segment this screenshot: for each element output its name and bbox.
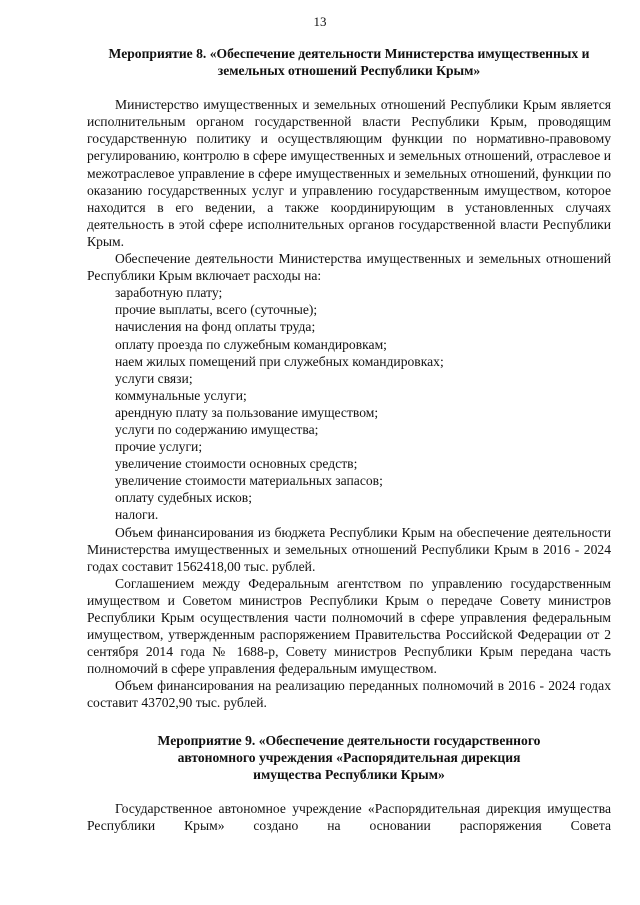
list-item: налоги. [115, 507, 159, 523]
section-9-title-line: имущества Республики Крым» [253, 766, 445, 782]
section-9-title-line: автономного учреждения «Распорядительная дирекция [177, 749, 521, 765]
section-9-paragraph-1: Государственное автономное учреждение «Распорядительная дирекция имущества Республики Крым» создано на основании распоряжения Совета [87, 800, 611, 833]
list-item: увеличение стоимости материальных запасов; [115, 473, 383, 489]
list-item: увеличение стоимости основных средств; [115, 456, 358, 472]
list-item: прочие выплаты, всего (суточные); [115, 302, 318, 318]
section-8-title: Мероприятие 8. «Обеспечение деятельности Министерства имущественных и земельных отношений Республики Крым» [108, 46, 590, 79]
list-item: оплату судебных исков; [115, 490, 252, 506]
section-8-paragraph-4: Соглашением между Федеральным агентством по управлению государственным имуществом и Советом министров Республики Крым о передаче Совету министров Республики Крым осуществления части полномочий в сфере управления федеральным имуществом, утвержденным распоряжением Правительства Российской Федерации от 2 сентября 2014 года № 1688-р, Совету министров Республики Крым передана часть полномочий в сфере управления федеральным имуществом. [87, 575, 611, 677]
page-number: 13 [313, 14, 327, 29]
section-8-paragraph-1: Министерство имущественных и земельных отношений Республики Крым является исполнительным органом государственной власти Республики Крым, проводящим государственную политику и осуществляющим функции по нормативно-правовому регулированию, контролю в сфере имущественных и земельных отношений, отраслевое и межотраслевое управление в сфере имущественных и земельных отношений, функции по оказанию государственных услуг и управлению государственным имуществом, которое находится в его ведении, а также координирующим в установленных случаях деятельность в этой сфере исполнительных органов государственной власти Республики Крым. [87, 97, 611, 249]
list-item: заработную плату; [115, 285, 223, 301]
section-8-paragraph-5: Объем финансирования на реализацию переданных полномочий в 2016 - 2024 годах составит 43702,90 тыс. рублей. [87, 678, 611, 711]
list-item: наем жилых помещений при служебных командировках; [115, 353, 444, 369]
list-item: коммунальные услуги; [115, 387, 247, 403]
section-8-paragraph-2: Обеспечение деятельности Министерства имущественных и земельных отношений Республики Крым включает расходы на: [87, 251, 611, 284]
section-8-paragraph-3: Объем финансирования из бюджета Республики Крым на обеспечение деятельности Министерства имущественных и земельных отношений Республики Крым в 2016 - 2024 годах составит 1562418,00 тыс. рублей. [87, 524, 611, 574]
list-item: услуги по содержанию имущества; [115, 421, 319, 437]
page-content [87, 45, 611, 834]
list-item: оплату проезда по служебным командировкам; [115, 336, 387, 352]
list-item: арендную плату за пользование имуществом; [115, 404, 379, 420]
section-9-title [87, 732, 611, 783]
list-item: услуги связи; [115, 370, 193, 386]
expense-list [87, 284, 611, 523]
section-9-title-line: Мероприятие 9. «Обеспечение деятельности государственного [157, 732, 541, 748]
list-item: прочие услуги; [115, 439, 203, 455]
list-item: начисления на фонд оплаты труда; [115, 319, 316, 335]
